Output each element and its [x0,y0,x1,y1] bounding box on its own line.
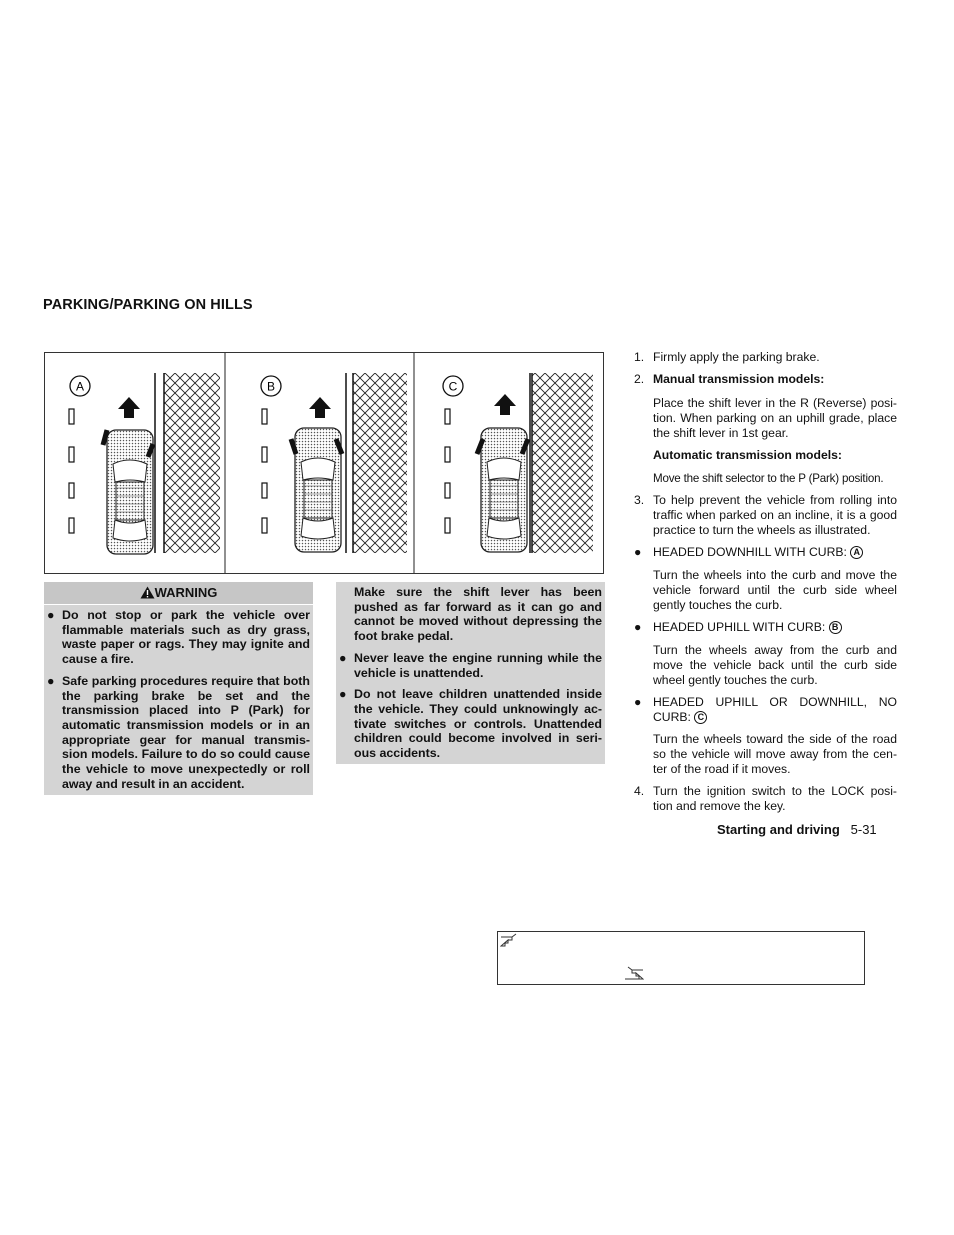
reference-box [497,931,865,985]
bullet-uphill-curb-text: Turn the wheels away from the curb and move the vehicle back until the curb side wheel gently touches the curb. [653,643,897,687]
warning-item: ● Safe parking procedures require that both the parking brake be set and the transmission placed into P (Park) for automatic transmission models or in an appropriate gear for manual transmis-sion models. Failure to do so could cause the vehicle to move unexpectedly or roll away and result in an accident. [47,673,310,791]
step-1: 1. Firmly apply the parking brake. [634,350,820,364]
panel-label: C [448,379,458,394]
bullet-uphill-curb: ● HEADED UPHILL WITH CURB: B [634,620,897,635]
bullet-downhill-curb-text: Turn the wheels into the curb and move the vehicle forward until the curb side wheel gently touches the curb. [653,568,897,612]
callout-b: B [829,621,842,634]
bullet-no-curb: ● HEADED UPHILL OR DOWNHILL, NO CURB: C [634,695,897,724]
step-2-auto-title: Automatic transmission models: [653,448,842,462]
panel-c [443,373,593,553]
step-2-auto-text: Move the shift selector to the P (Park) position. [653,472,884,485]
panel-label: A [75,379,85,394]
pointing-hand-icon [624,966,644,980]
warning-item: ● Do not stop or park the vehicle over flammable materials such as dry grass, waste paper or rags. They may ignite and cause a fire. [47,608,310,667]
warning-triangle-icon [140,586,155,599]
warning-item: ● Never leave the engine running while the vehicle is unattended. [339,650,602,680]
page-number: 5-31 [850,822,877,837]
panel-label: B [266,379,276,394]
warning-paragraph: Make sure the shift lever has been pushed as far forward as it can go and cannot be moved without depressing the foot brake pedal. [354,585,602,644]
page-footer [717,822,877,837]
warning-box-continued [336,582,605,764]
warning-item: ● Do not leave children unattended inside the vehicle. They could unknowingly ac-tivate switches or controls. Unattended children could become involved in seri-ous accidents. [339,687,602,761]
step-2: 2. Manual transmission models: [634,372,825,386]
bullet-downhill-curb: ● HEADED DOWNHILL WITH CURB: A [634,545,897,560]
step-2-manual-text: Place the shift lever in the R (Reverse) posi-tion. When parking on an uphill grade, place the shift lever in 1st gear. [653,396,897,440]
warning-title: WARNING [154,585,218,600]
panel-a [69,353,225,573]
chapter-title: Starting and driving [717,822,840,837]
step-4: 4. Turn the ignition switch to the LOCK posi-tion and remove the key. [634,784,897,813]
pointing-hand-icon [500,933,520,947]
callout-a: A [850,546,863,559]
callout-c: C [694,711,707,724]
warning-box [44,582,313,795]
panel-b [261,353,414,573]
section-title: PARKING/PARKING ON HILLS [43,297,253,313]
warning-header [44,582,313,605]
parking-illustration [44,352,604,574]
bullet-no-curb-text: Turn the wheels toward the side of the road so the vehicle will move away from the cen-ter of the road if it moves. [653,732,897,776]
step-3: 3. To help prevent the vehicle from rolling into traffic when parked on an incline, it is a good practice to turn the wheels as illustrated. [634,493,897,537]
